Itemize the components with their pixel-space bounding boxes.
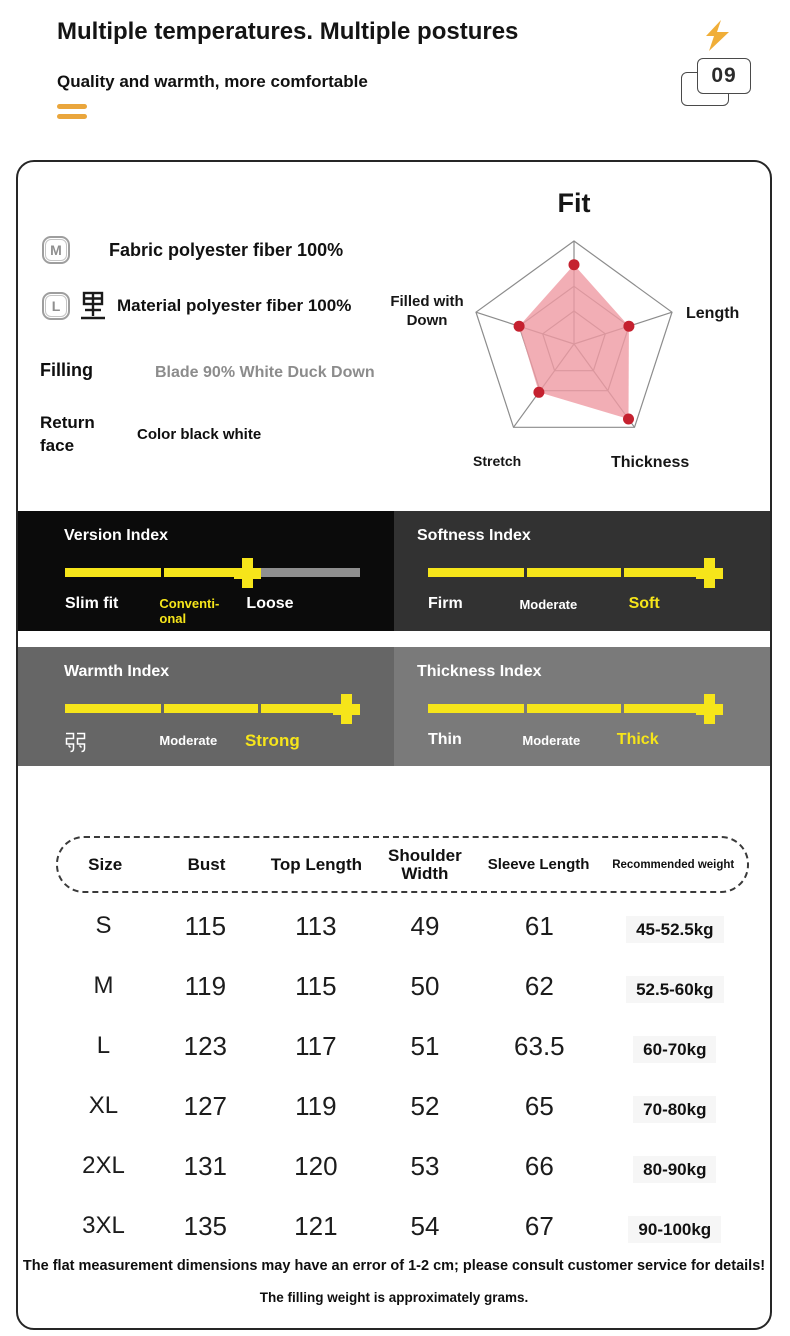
filling-weight-note: The filling weight is approximately grams. (259, 1290, 529, 1305)
table-cell (601, 1031, 749, 1062)
radar-data-point (623, 414, 634, 425)
index-panels (18, 511, 770, 766)
table-cell (601, 1151, 749, 1182)
table-row (56, 896, 749, 956)
table-row (56, 1136, 749, 1196)
material-row (42, 291, 351, 321)
slider-label (65, 731, 87, 758)
table-cell: 52 (410, 1090, 440, 1121)
slider-segment (65, 568, 161, 577)
slider-label: Slim fit (65, 595, 119, 612)
table-cell: 67 (524, 1210, 554, 1241)
recommended-weight-value: 90-100kg (628, 1216, 721, 1243)
size-table-body (56, 896, 749, 1256)
slider-track (428, 568, 723, 577)
table-cell: 62 (524, 970, 554, 1001)
chinese-ruo-icon (65, 731, 87, 753)
slider-label: Loose (246, 595, 294, 612)
slider-track (65, 568, 360, 577)
slider-segment (258, 568, 360, 577)
table-row (56, 1196, 749, 1256)
return-face-value: Color black white (137, 426, 262, 443)
fabric-badge-letter: M (50, 242, 62, 258)
filling-value: Blade 90% White Duck Down (155, 364, 375, 381)
table-header-cell: Bust (187, 854, 226, 874)
slider-labels (428, 595, 723, 629)
table-cell: 119 (295, 1090, 337, 1121)
material-badge-letter: L (51, 298, 61, 314)
table-cell: 54 (410, 1210, 440, 1241)
index-panel (18, 511, 394, 631)
recommended-weight-value: 45-52.5kg (626, 916, 724, 943)
slider-label: Moderate (159, 733, 218, 748)
panel-title: Warmth Index (64, 663, 170, 680)
table-cell: 123 (183, 1030, 228, 1061)
radar-title: Fit (557, 188, 591, 218)
fabric-row (42, 236, 343, 264)
table-header-cell: Size (88, 854, 123, 874)
table-cell: 66 (524, 1150, 554, 1181)
slider-thumb-icon (696, 694, 723, 724)
table-cell: L (96, 1032, 111, 1059)
table-cell: 113 (295, 910, 337, 941)
slider-track (428, 704, 723, 713)
table-cell: S (95, 912, 112, 939)
table-row (56, 1016, 749, 1076)
slider-label: Strong (244, 731, 300, 750)
double-bar-icon (57, 104, 87, 124)
table-cell (601, 1091, 749, 1122)
slider-thumb-icon (696, 558, 723, 588)
material-badge-icon (42, 292, 70, 320)
recommended-weight-value: 52.5-60kg (626, 976, 724, 1003)
table-cell: 65 (524, 1090, 554, 1121)
spec-card (16, 160, 772, 1330)
page-title: Multiple temperatures. Multiple postures (57, 18, 519, 45)
slider-segment (164, 704, 258, 713)
recommended-weight-value: 80-90kg (633, 1156, 716, 1183)
table-cell: 120 (294, 1150, 338, 1181)
radar-axis-stretch: Stretch (473, 453, 522, 469)
slider-label: Moderate (519, 597, 578, 612)
slider-label: Thick (616, 731, 659, 748)
radar-axis-length: Length (686, 305, 740, 322)
table-cell (601, 911, 749, 942)
table-cell: 3XL (82, 1212, 125, 1239)
slider-segment (428, 704, 524, 713)
radar-data-point (623, 321, 634, 332)
panel-title: Softness Index (417, 527, 531, 544)
index-panel (18, 647, 394, 766)
table-cell: XL (88, 1092, 119, 1119)
table-cell: 49 (410, 910, 440, 941)
table-cell: 115 (295, 970, 337, 1001)
table-cell: 115 (184, 910, 227, 941)
radar-axis-thickness: Thickness (611, 454, 690, 471)
slider-labels (65, 731, 360, 765)
fabric-label: Fabric polyester fiber 100% (109, 239, 344, 260)
slider-segment (527, 704, 621, 713)
slider-track (65, 704, 360, 713)
radar-data-point (533, 387, 544, 398)
table-cell: 127 (183, 1090, 228, 1121)
slider-label: Conventi-onal (159, 596, 220, 626)
table-header-cell: Recommended weight (612, 858, 735, 871)
table-cell: 2XL (82, 1152, 125, 1179)
section-number-badge (681, 58, 751, 106)
slider-thumb-icon (234, 558, 261, 588)
chinese-li-icon (79, 291, 107, 321)
page-subtitle: Quality and warmth, more comfortable (57, 72, 368, 91)
radar-data-point (569, 259, 580, 270)
index-panel (394, 647, 770, 766)
table-cell: 61 (524, 910, 554, 941)
slider-label: Moderate (522, 733, 581, 748)
slider-labels (65, 595, 360, 629)
return-face-label: Return face (40, 413, 95, 455)
table-cell: 131 (183, 1150, 228, 1181)
index-panel (394, 511, 770, 631)
table-cell: 117 (295, 1030, 337, 1061)
table-cell: 119 (184, 970, 227, 1001)
radar-data-point (514, 321, 525, 332)
table-cell: 135 (183, 1210, 228, 1241)
size-table-header (56, 836, 749, 893)
radar-chart (382, 172, 772, 502)
lightning-icon (702, 20, 732, 52)
table-cell: 53 (410, 1150, 440, 1181)
slider-segment (428, 568, 524, 577)
slider-label: Soft (628, 595, 660, 612)
slider-segment (527, 568, 621, 577)
table-row (56, 1076, 749, 1136)
slider-labels (428, 731, 723, 765)
table-row (56, 956, 749, 1016)
table-cell: 50 (410, 970, 440, 1001)
table-cell: 51 (410, 1030, 440, 1061)
badge-number: 09 (697, 58, 751, 94)
slider-label: Firm (428, 595, 463, 612)
recommended-weight-value: 60-70kg (633, 1036, 716, 1063)
measurement-note: The flat measurement dimensions may have an error of 1-2 cm; please consult customer service for details! (22, 1258, 766, 1274)
table-header-cell: Shoulder Width (388, 845, 462, 883)
table-header-cell: Top Length (270, 854, 362, 874)
table-cell: 63.5 (514, 1030, 565, 1061)
panel-title: Version Index (64, 527, 169, 544)
table-cell: 121 (294, 1210, 338, 1241)
panel-title: Thickness Index (417, 663, 542, 680)
slider-thumb-icon (333, 694, 360, 724)
filling-label: Filling (40, 360, 93, 380)
fabric-badge-icon (42, 236, 70, 264)
slider-segment (65, 704, 161, 713)
table-header-cell: Sleeve Length (487, 856, 590, 873)
recommended-weight-value: 70-80kg (633, 1096, 716, 1123)
table-cell: M (93, 972, 114, 999)
material-label: Material polyester fiber 100% (117, 296, 352, 315)
table-cell (601, 1211, 749, 1242)
radar-axis-filled-with-down: Filled with Down (390, 293, 464, 329)
slider-label: Thin (428, 731, 462, 748)
table-cell (601, 971, 749, 1002)
